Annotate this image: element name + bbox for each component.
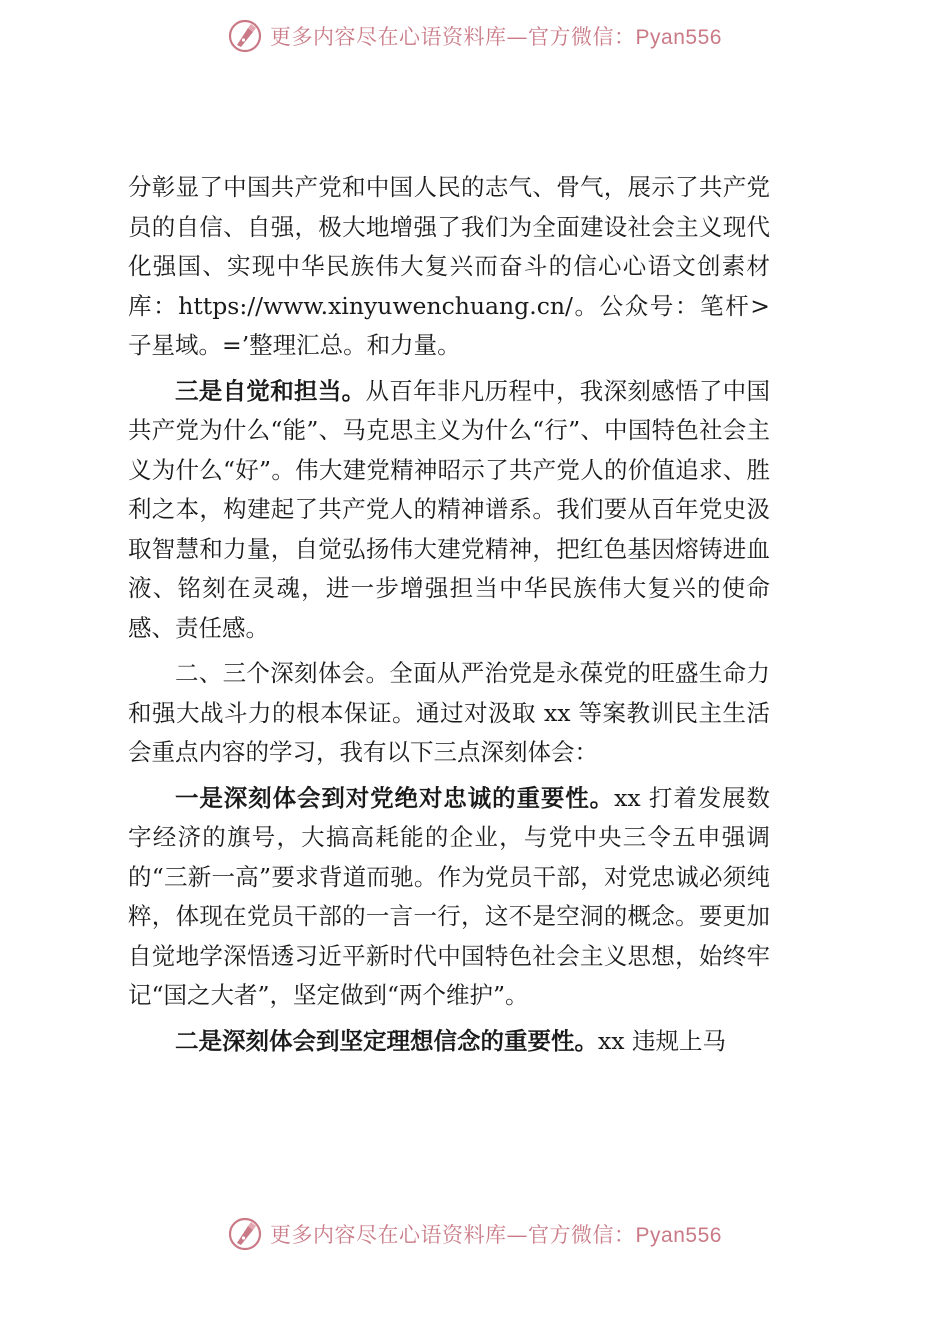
paragraph-1: 分彰显了中国共产党和中国人民的志气、骨气，展示了共产党员的自信、自强，极大地增强了我们为全面建设社会主义现代化强国、实现中华民族伟大复兴而奋斗的信心心语文创素材库：https://www.xinyuwenchuang.cn/。公众号：笔杆>子星域。=’整理汇总。和力量。 <box>128 173 770 359</box>
paragraph-3: 二、三个深刻体会。全面从严治党是永葆党的旺盛生命力和强大战斗力的根本保证。通过对汲取 xx 等案教训民主生活会重点内容的学习，我有以下三点深刻体会： <box>128 659 770 766</box>
paragraph-5 <box>128 1022 770 1062</box>
paragraph-2-text: 从百年非凡历程中，我深刻感悟了中国共产党为什么“能”、马克思主义为什么“行”、中国特色社会主义为什么“好”。伟大建党精神昭示了共产党人的价值追求、胜利之本，构建起了共产党人的精神谱系。我们要从百年党史汲取智慧和力量，自觉弘扬伟大建党精神，把红色基因熔铸进血液、铭刻在灵魂，进一步增强担当中华民族伟大复兴的使命感、责任感。 <box>128 376 770 642</box>
header-banner <box>0 14 950 58</box>
banner-handle: Pyan556 <box>635 1224 722 1247</box>
document-body <box>128 168 770 1061</box>
paragraph-5-text: xx 违规上马 <box>598 1026 726 1055</box>
paragraph-4-text: xx 打着发展数字经济的旗号，大搞高耗能的企业，与党中央三令五申强调的“三新一高”要求背道而驰。作为党员干部，对党忠诚必须纯粹，体现在党员干部的一言一行，这不是空洞的概念。要更加自觉地学深悟透习近平新时代中国特色社会主义思想，始终牢记“国之大者”，坚定做到“两个维护”。 <box>128 783 770 1009</box>
paragraph-5-lead: 二是深刻体会到坚定理想信念的重要性。 <box>175 1026 598 1055</box>
footer-banner <box>0 1212 950 1256</box>
paragraph-2 <box>128 372 770 649</box>
pen-nib-logo-icon <box>228 19 262 53</box>
paragraph-4-lead: 一是深刻体会到对党绝对忠诚的重要性。 <box>175 783 615 812</box>
banner-text: 更多内容尽在心语资料库—官方微信： <box>270 1223 636 1247</box>
pen-nib-logo-icon <box>228 1217 262 1251</box>
paragraph-2-lead: 三是自觉和担当。 <box>175 376 366 405</box>
banner-text: 更多内容尽在心语资料库—官方微信： <box>270 25 636 49</box>
banner-handle: Pyan556 <box>635 26 722 49</box>
paragraph-4 <box>128 779 770 1016</box>
